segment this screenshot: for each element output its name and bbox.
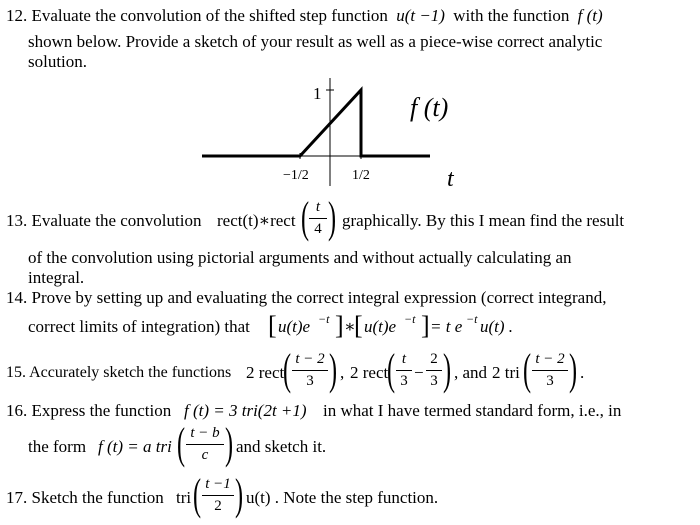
p15-f1-paren-right: ) [329, 345, 338, 394]
y-tick-label: 1 [313, 84, 322, 103]
p16-tail: in what I have termed standard form, i.e., in [323, 401, 622, 420]
p14-bracket-1-close: ] [335, 311, 344, 340]
p14-bracket-1-open: [ [268, 311, 277, 340]
p15-f1-num: t − 2 [295, 351, 325, 367]
p15-lead: 15. Accurately sketch the functions [6, 364, 232, 381]
p15-f2-b-num: 2 [430, 351, 438, 367]
p13-frac-num: t [315, 199, 321, 215]
p17-paren-right: ) [235, 470, 244, 519]
p16-lead: 16. Express the function [6, 401, 172, 420]
p15-f1-paren-left: ( [283, 345, 292, 394]
p14-exp1: −t [318, 312, 330, 326]
p16-frac-den: c [201, 447, 209, 463]
p12-line3: solution. [28, 52, 88, 71]
p17-frac-num: t −1 [205, 476, 231, 492]
p15-f1-pre: 2 rect [246, 363, 285, 382]
p17-post: u(t) . Note the step function. [246, 488, 439, 507]
p14-bracket-2-open: [ [354, 311, 363, 340]
p15-f2-paren-right: ) [443, 345, 452, 394]
p16-paren-right: ) [225, 419, 234, 468]
p14-exp2: −t [404, 312, 416, 326]
p15-and: , and [454, 363, 488, 382]
p15-f3-paren-right: ) [569, 345, 578, 394]
p13-paren-right: ) [328, 193, 337, 242]
p14-line2: correct limits of integration) that [28, 317, 250, 336]
p13-paren-left: ( [301, 193, 310, 242]
p15-f2-a-den: 3 [400, 373, 408, 389]
p13-frac-bar [309, 218, 327, 219]
p14-exp3: −t [466, 312, 478, 326]
p15-f1-bar [292, 370, 328, 371]
p14-result-tail: u(t) . [480, 317, 514, 336]
p14-term1: u(t)e [278, 317, 311, 336]
p16-line2-tail: and sketch it. [236, 437, 327, 456]
p14-line1: 14. Prove by setting up and evaluating the correct integral expression (correct integrand, [6, 288, 607, 307]
p15-f3-den: 3 [546, 373, 554, 389]
p12-f-expr: f (t) [577, 6, 603, 25]
p16-paren-left: ( [177, 419, 186, 468]
p14-equals: = t e [430, 317, 463, 336]
p17-pre: tri [176, 488, 192, 507]
p15-f2-a-bar [396, 370, 412, 371]
f-label: f (t) [410, 93, 449, 122]
p13-tail: graphically. By this I mean find the result [342, 211, 625, 230]
p15-period: . [580, 363, 585, 382]
p17-frac-den: 2 [214, 498, 222, 514]
p14-star: ∗ [344, 317, 356, 336]
x-tick-label-left: −1/2 [283, 168, 309, 183]
p17-paren-left: ( [193, 470, 202, 519]
p12-u-expr: u(t −1) [396, 6, 445, 25]
x-tick-label-right: 1/2 [352, 168, 370, 183]
p13-frac-den: 4 [314, 221, 322, 237]
p15-f2-paren-left: ( [387, 345, 396, 394]
p14-term2: u(t)e [364, 317, 397, 336]
p15-f2-b-bar [426, 370, 442, 371]
p17-lead: 17. Sketch the function [6, 488, 164, 507]
p13-expr: rect(t)∗rect [217, 211, 296, 230]
p16-frac-num: t − b [190, 425, 220, 441]
p15-f1-den: 3 [306, 373, 314, 389]
p15-f2-pre: 2 rect [350, 363, 389, 382]
p12-line1-text: 12. Evaluate the convolution of the shifted step function [6, 6, 388, 25]
p15-f3-paren-left: ( [523, 345, 532, 394]
p15-f2-minus: − [414, 363, 424, 382]
p15-f2-b-den: 3 [430, 373, 438, 389]
p13-line3: integral. [28, 268, 85, 287]
p16-frac-bar [186, 444, 224, 445]
p16-expr: f (t) = 3 tri(2t +1) [184, 401, 307, 420]
p14-bracket-2-close: ] [421, 311, 430, 340]
p15-f2-a-num: t [401, 351, 407, 367]
p15-f3-num: t − 2 [535, 351, 565, 367]
p13-lead: 13. Evaluate the convolution [6, 211, 202, 230]
p12-with-fn: with the function [453, 6, 570, 25]
p16-form-pre: f (t) = a tri [98, 437, 172, 456]
p15-f3-pre: 2 tri [492, 363, 520, 382]
p13-line2: of the convolution using pictorial arguments and without actually calculating an [28, 248, 572, 267]
p15-comma1: , [340, 363, 345, 382]
p15-f3-bar [532, 370, 568, 371]
p12-line2: shown below. Provide a sketch of your result as well as a piece-wise correct analytic [28, 32, 603, 51]
t-label: t [447, 166, 454, 192]
p17-frac-bar [202, 495, 234, 496]
p16-line2-lead: the form [28, 437, 87, 456]
